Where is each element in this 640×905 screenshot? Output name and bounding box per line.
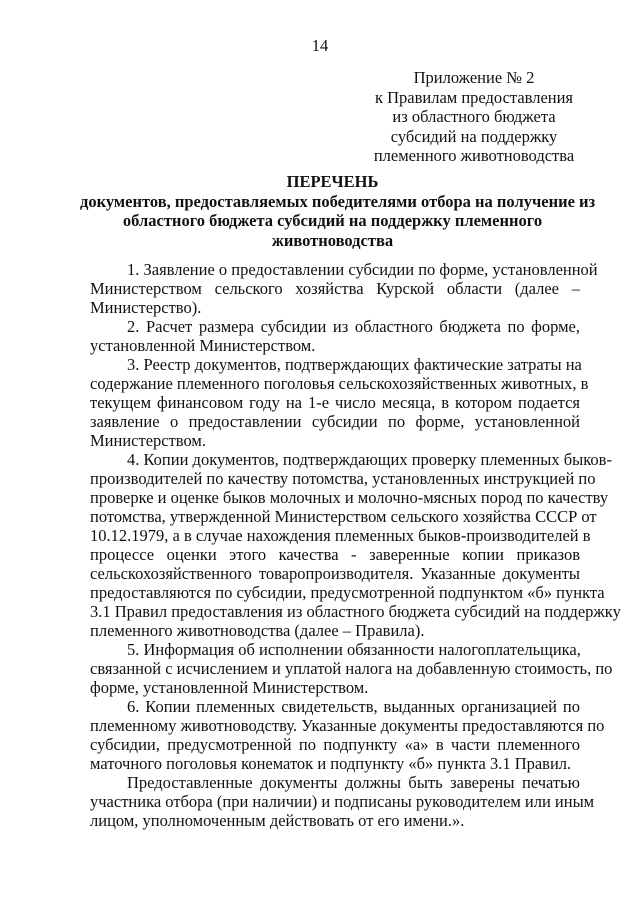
text-line: Предоставленные документы должны быть заверены печатью xyxy=(127,773,580,792)
paragraph-3 xyxy=(90,355,589,450)
paragraph-1 xyxy=(90,260,598,317)
heading-title: ПЕРЕЧЕНЬ xyxy=(286,172,379,191)
text-line: лицом, уполномоченным действовать от его имени.». xyxy=(90,811,465,830)
text-line: племенного животноводства (далее – Правила). xyxy=(90,621,425,640)
text-line: связанной с исчислением и уплатой налога на добавленную стоимость, по xyxy=(90,659,613,678)
document-heading xyxy=(80,172,596,250)
text-line: проверке и оценке быков молочных и молочно-мясных пород по качеству xyxy=(90,488,609,507)
appendix-line: субсидий на поддержку xyxy=(390,126,558,146)
heading-subtitle-line: документов, предоставляемых победителями отбора на получение из xyxy=(80,191,596,211)
text-line: 3.1 Правил предоставления из областного бюджета субсидий на поддержку xyxy=(90,602,621,621)
heading-subtitle-line: животноводства xyxy=(271,230,394,250)
text-line: содержание племенного поголовья сельскохозяйственных животных, в xyxy=(90,374,589,393)
text-line: 5. Информация об исполнении обязанности налогоплательщика, xyxy=(127,640,581,659)
text-line: маточного поголовья конематок и подпункту «б» пункта 3.1 Правил. xyxy=(90,754,572,773)
paragraph-5 xyxy=(90,640,613,697)
text-line: 1. Заявление о предоставлении субсидии по форме, установленной xyxy=(127,260,598,279)
text-line: установленной Министерством. xyxy=(90,336,316,355)
text-line: 4. Копии документов, подтверждающих проверку племенных быков- xyxy=(127,450,612,469)
document-body xyxy=(90,260,621,830)
text-line: предоставляются по субсидии, предусмотренной подпунктом «б» пункта xyxy=(90,583,605,602)
text-line: сельскохозяйственного товаропроизводителя. Указанные документы xyxy=(90,564,580,583)
text-line: Министерством сельского хозяйства Курской области (далее – xyxy=(90,279,580,298)
paragraph-6 xyxy=(90,697,605,773)
page-number: 14 xyxy=(311,36,329,55)
text-line: 6. Копии племенных свидетельств, выданных организацией по xyxy=(127,697,580,716)
heading-subtitle-line: областного бюджета субсидий на поддержку племенного xyxy=(122,211,543,230)
text-line: процессе оценки этого качества - заверенные копии приказов xyxy=(90,545,580,564)
appendix-line: Приложение № 2 xyxy=(413,68,535,87)
appendix-line: к Правилам предоставления xyxy=(374,87,574,107)
appendix-line: племенного животноводства xyxy=(373,146,575,165)
text-line: субсидии, предусмотренной по подпункту «а» в части племенного xyxy=(90,735,580,754)
text-line: участника отбора (при наличии) и подписаны руководителем или иным xyxy=(90,792,595,811)
text-line: Министерством. xyxy=(90,431,206,450)
text-line: форме, установленной Министерством. xyxy=(90,678,369,697)
text-line: 2. Расчет размера субсидии из областного бюджета по форме, xyxy=(127,317,580,336)
paragraph-closing xyxy=(90,773,595,830)
appendix-line: из областного бюджета xyxy=(392,107,556,126)
text-line: потомства, утвержденной Министерством сельского хозяйства СССР от xyxy=(90,507,597,526)
text-line: заявление о предоставлении субсидии по форме, установленной xyxy=(90,412,580,431)
text-line: Министерство). xyxy=(90,298,202,317)
paragraph-2 xyxy=(90,317,580,355)
appendix-block xyxy=(366,68,582,166)
paragraph-4 xyxy=(90,450,621,640)
text-line: 10.12.1979, а в случае нахождения племенных быков-производителей в xyxy=(90,526,591,545)
text-line: текущем финансовом году на 1-е число месяца, в котором подается xyxy=(90,393,580,412)
text-line: производителей по качеству потомства, установленных инструкцией по xyxy=(90,469,596,488)
text-line: племенному животноводству. Указанные документы предоставляются по xyxy=(90,716,605,735)
text-line: 3. Реестр документов, подтверждающих фактические затраты на xyxy=(127,355,582,374)
